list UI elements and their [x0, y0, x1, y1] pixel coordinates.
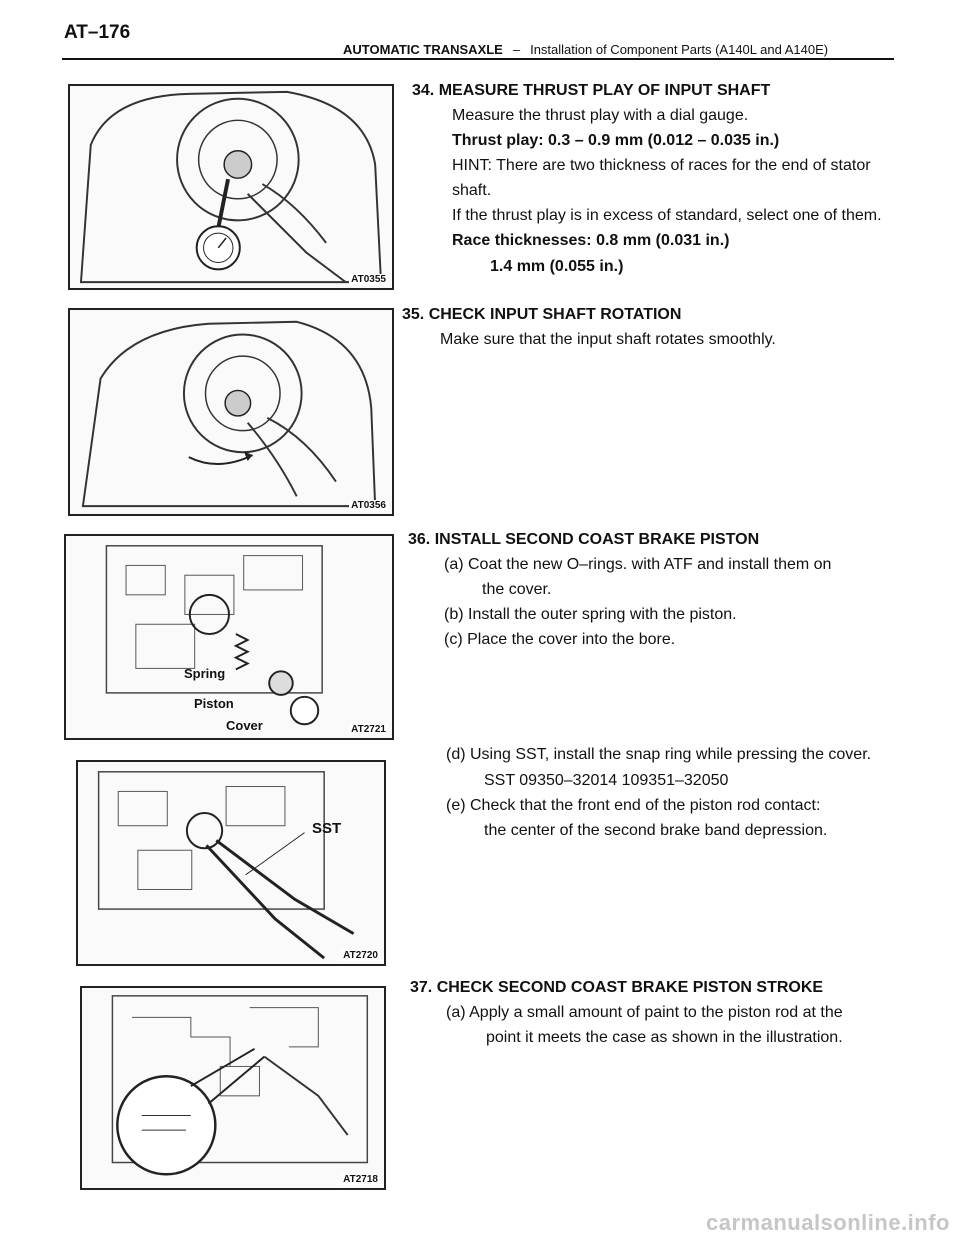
step-34-heading: 34. MEASURE THRUST PLAY OF INPUT SHAFT	[412, 82, 771, 99]
step-34-line1: Measure the thrust play with a dial gauge.	[452, 107, 749, 124]
label-sst: SST	[312, 820, 342, 837]
section-subtitle: Installation of Component Parts (A140L and A140E)	[530, 42, 829, 57]
step-36-b: (b) Install the outer spring with the piston.	[444, 606, 737, 623]
step-34-hint2: shaft.	[452, 182, 492, 199]
step-36-a1: (a) Coat the new O–rings. with ATF and install them on	[444, 556, 832, 573]
step-35-line1: Make sure that the input shaft rotates smoothly.	[440, 331, 776, 348]
figure-input-shaft-rotation	[68, 308, 394, 516]
step-36-a2: the cover.	[482, 581, 552, 598]
watermark: carmanualsonline.info	[706, 1210, 950, 1235]
figure-dial-gauge-drawing	[70, 86, 392, 288]
figure-code: AT0355	[351, 274, 386, 285]
step-36-c: (c) Place the cover into the bore.	[444, 631, 676, 648]
step-36-e1: (e) Check that the front end of the piston rod contact:	[446, 797, 821, 814]
step-37-a1: (a) Apply a small amount of paint to the piston rod at the	[446, 1004, 843, 1021]
step-34-hint1: HINT: There are two thickness of races for the end of stator	[452, 157, 871, 174]
header-separator: –	[512, 42, 521, 57]
figure-code: AT2721	[351, 724, 386, 735]
figure-dial-gauge	[68, 84, 394, 290]
figure-paint-piston-rod	[80, 986, 386, 1190]
figure-paint-piston-rod-drawing	[82, 988, 384, 1188]
figure-snap-ring-sst	[76, 760, 386, 966]
step-34-race1: Race thicknesses: 0.8 mm (0.031 in.)	[452, 232, 730, 249]
label-cover: Cover	[226, 718, 263, 733]
figure-code: AT0356	[351, 500, 386, 511]
step-34-spec: Thrust play: 0.3 – 0.9 mm (0.012 – 0.035 in.)	[452, 132, 780, 149]
figure-code: AT2720	[343, 950, 378, 961]
figure-piston-install	[64, 534, 394, 740]
label-spring: Spring	[184, 666, 226, 681]
page-number: AT–176	[64, 22, 131, 43]
step-37-a2: point it meets the case as shown in the illustration.	[486, 1029, 843, 1046]
step-36-sst: SST 09350–32014 109351–32050	[484, 772, 729, 789]
section-title: AUTOMATIC TRANSAXLE	[343, 42, 503, 57]
step-36-heading: 36. INSTALL SECOND COAST BRAKE PISTON	[408, 531, 760, 548]
header-title	[343, 42, 828, 57]
step-37-heading: 37. CHECK SECOND COAST BRAKE PISTON STROKE	[410, 979, 824, 996]
figure-snap-ring-sst-drawing	[78, 762, 384, 964]
step-34-race2: 1.4 mm (0.055 in.)	[490, 258, 624, 275]
step-35-heading: 35. CHECK INPUT SHAFT ROTATION	[402, 306, 682, 323]
figure-code: AT2718	[343, 1174, 378, 1185]
step-34-line2: If the thrust play is in excess of standard, select one of them.	[452, 207, 882, 224]
step-36-e2: the center of the second brake band depression.	[484, 822, 828, 839]
figure-input-shaft-rotation-drawing	[70, 310, 392, 514]
header-rule	[62, 58, 894, 60]
label-piston: Piston	[194, 696, 234, 711]
step-36-d: (d) Using SST, install the snap ring while pressing the cover.	[446, 746, 872, 763]
